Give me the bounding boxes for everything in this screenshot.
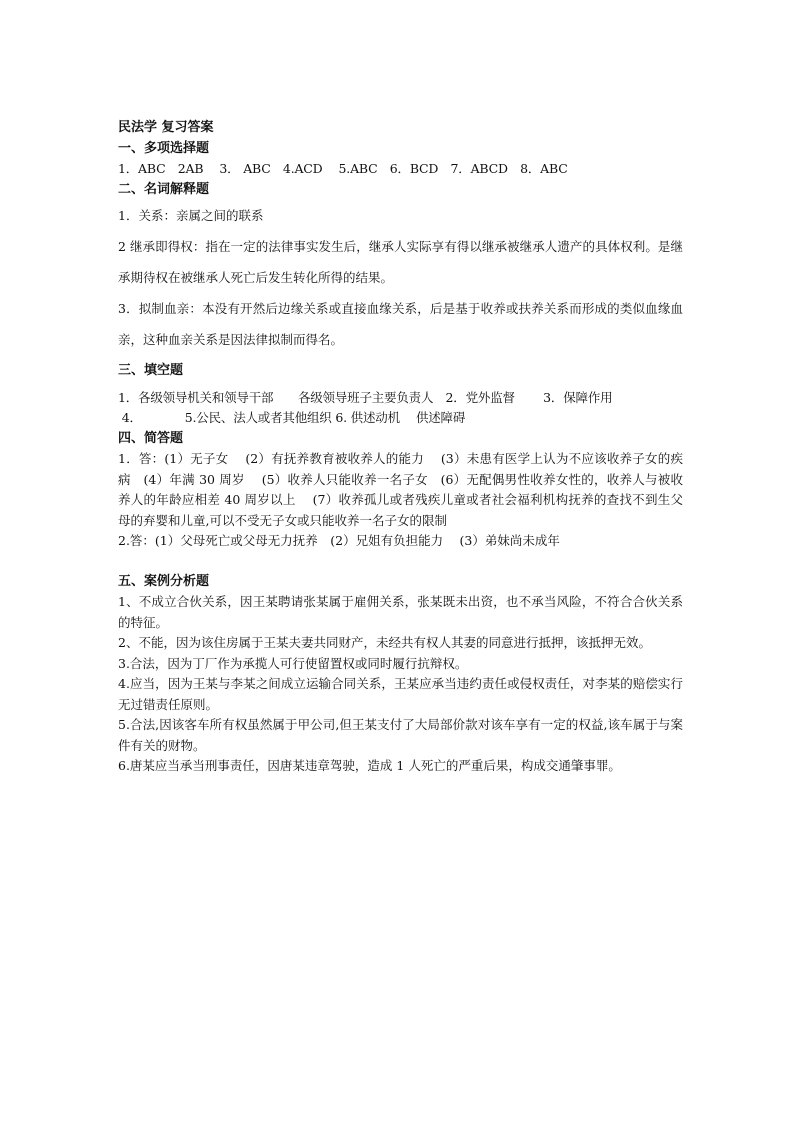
- short-answer-1: 1．答：(1）无子女 (2）有抚养教育被收养人的能力 (3）未患有医学上认为不应该收养子女的疾病 (4）年满 30 周岁 (5）收养人只能收养一名子女 (6）无配偶男性收养女性的，收养人与被收养人的年龄应相差 40 周岁以上 (7）收养孤儿或者残疾儿童或者社会福利机构抚养的查找不到生父母的弃婴和儿童,可以不受无子女或只能收养一名子女的限制: [118, 451, 683, 528]
- section-heading-short-answer: 四、简答题: [118, 430, 184, 446]
- term-answer-1: 1．关系：亲属之间的联系: [118, 208, 264, 223]
- case-answer-5: 5.合法,因该客车所有权虽然属于甲公司,但王某支付了大局部价款对该车享有一定的权益,该车属于与案件有关的财物。: [118, 717, 683, 753]
- multiple-choice-answers: 1．ABC 2AB 3． ABC 4.ACD 5.ABC 6．BCD 7．ABCD 8．ABC: [118, 161, 568, 176]
- section-heading-case-analysis: 五、案例分析题: [118, 573, 210, 589]
- case-answer-4: 4.应当，因为王某与李某之间成立运输合同关系，王某应承当违约责任或侵权责任，对李某的赔偿实行无过错责任原则。: [118, 676, 683, 712]
- case-answer-2: 2、不能，因为该住房属于王某夫妻共同财产，未经共有权人其妻的同意进行抵押，该抵押无效。: [118, 635, 651, 650]
- case-answer-1: 1、不成立合伙关系，因王某聘请张某属于雇佣关系，张某既未出资，也不承当风险，不符合合伙关系的特征。: [118, 594, 683, 630]
- case-answer-3: 3.合法，因为丁厂作为承揽人可行使留置权或同时履行抗辩权。: [118, 655, 468, 671]
- short-answer-2: 2.答：(1）父母死亡或父母无力抚养 (2）兄姐有负担能力 (3）弟妹尚未成年: [118, 533, 560, 548]
- section-heading-fill-blank: 三、填空题: [118, 363, 184, 378]
- document-content: [118, 118, 683, 777]
- section-heading-multiple-choice: 一、多项选择题: [118, 140, 210, 156]
- document-title: 民法学 复习答案: [118, 120, 214, 135]
- case-answer-6: 6.唐某应当承当刑事责任，因唐某违章驾驶，造成 1 人死亡的严重后果，构成交通肇事罪。: [118, 758, 621, 773]
- term-answer-3: 3．拟制血亲：本没有开然后边缘关系或直接血缘关系，后是基于收养或扶养关系而形成的类似血缘血亲，这种血亲关系是因法律拟制而得名。: [118, 301, 683, 347]
- section-heading-terms: 二、名词解释题: [118, 181, 210, 197]
- term-answer-2: 2 继承即得权：指在一定的法律事实发生后，继承人实际享有得以继承被继承人遗产的具体权利。是继承期待权在被继承人死亡后发生转化所得的结果。: [118, 239, 683, 285]
- spacer: [118, 552, 683, 572]
- fill-blank-line-1: 1．各级领导机关和领导干部 各级领导班子主要负责人 2．党外监督 3．保障作用: [118, 389, 613, 405]
- fill-blank-line-2: 4． 5.公民、法人或者其他组织 6. 供述动机 供述障碍: [118, 410, 466, 425]
